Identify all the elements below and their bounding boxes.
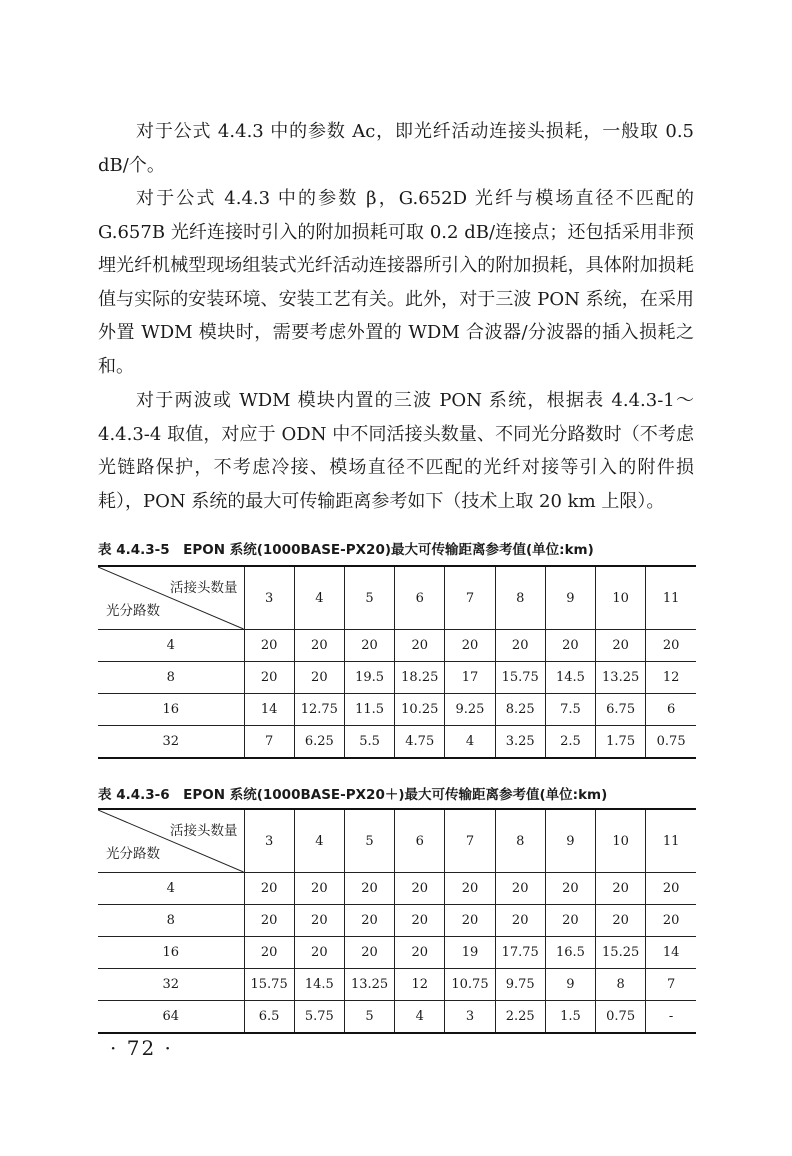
- table-cell: 14: [244, 694, 294, 726]
- table-cell: 5.75: [294, 1001, 344, 1034]
- table1-row-label: 4: [98, 630, 244, 662]
- table-cell: 17: [445, 662, 495, 694]
- table2-col-header: 4: [294, 809, 344, 873]
- table2-col-header: 9: [545, 809, 595, 873]
- table-cell: 9.75: [495, 969, 545, 1001]
- table-cell: 14: [646, 937, 696, 969]
- table1-corner-bottom: 光分路数: [106, 603, 160, 619]
- table2-header-row: [98, 809, 696, 873]
- table1-col-header: 6: [395, 566, 445, 630]
- table-cell: 8: [596, 969, 646, 1001]
- paragraph-1: 对于公式 4.4.3 中的参数 Ac，即光纤活动连接头损耗，一般取 0.5 dB/个。: [98, 121, 694, 176]
- table-cell: 10.75: [445, 969, 495, 1001]
- table-cell: 17.75: [495, 937, 545, 969]
- table-cell: 6: [646, 694, 696, 726]
- table1-col-header: 3: [244, 566, 294, 630]
- table-cell: 20: [344, 630, 394, 662]
- table-cell: 9: [545, 969, 595, 1001]
- table-cell: 6.25: [294, 726, 344, 759]
- table-cell: 15.75: [495, 662, 545, 694]
- table-cell: 13.25: [344, 969, 394, 1001]
- table-cell: 7: [646, 969, 696, 1001]
- table1-header-row: [98, 566, 696, 630]
- table-cell: -: [646, 1001, 696, 1034]
- table-cell: 8.25: [495, 694, 545, 726]
- table-cell: 10.25: [395, 694, 445, 726]
- table-row: [98, 873, 696, 905]
- page-number: · 72 ·: [110, 1036, 173, 1060]
- table-cell: 20: [294, 937, 344, 969]
- table1-col-header: 10: [596, 566, 646, 630]
- table-cell: 20: [294, 873, 344, 905]
- table1-caption: 表 4.4.3-5 EPON 系统(1000BASE-PX20)最大可传输距离参考值(单位:km): [98, 542, 594, 558]
- table2-caption: 表 4.4.3-6 EPON 系统(1000BASE-PX20＋)最大可传输距离参考值(单位:km): [98, 787, 608, 803]
- table2-col-header: 6: [395, 809, 445, 873]
- table1-col-header: 8: [495, 566, 545, 630]
- table-cell: 5: [344, 1001, 394, 1034]
- table-cell: 1.75: [596, 726, 646, 759]
- table-cell: 20: [244, 662, 294, 694]
- table-cell: 4: [445, 726, 495, 759]
- table-cell: 20: [244, 873, 294, 905]
- table-row: [98, 694, 696, 726]
- table-cell: 20: [395, 630, 445, 662]
- table-cell: 20: [244, 937, 294, 969]
- table2-col-header: 8: [495, 809, 545, 873]
- table-cell: 20: [445, 873, 495, 905]
- table1: [98, 565, 696, 759]
- table2-corner-top: 活接头数量: [170, 823, 238, 839]
- table-cell: 20: [646, 630, 696, 662]
- table-cell: 11.5: [344, 694, 394, 726]
- table2-col-header: 11: [646, 809, 696, 873]
- table-cell: 20: [596, 873, 646, 905]
- table-cell: 20: [545, 630, 595, 662]
- table-cell: 0.75: [596, 1001, 646, 1034]
- table-cell: 14.5: [294, 969, 344, 1001]
- table-cell: 6.75: [596, 694, 646, 726]
- table-cell: 20: [344, 937, 394, 969]
- table-cell: 3: [445, 1001, 495, 1034]
- table-cell: 15.75: [244, 969, 294, 1001]
- table-cell: 20: [646, 905, 696, 937]
- table-cell: 18.25: [395, 662, 445, 694]
- paragraph-2: 对于公式 4.4.3 中的参数 β，G.652D 光纤与模场直径不匹配的 G.657B 光纤连接时引入的附加损耗可取 0.2 dB/连接点；还包括采用非预埋光纤机械型现场组装式光纤活动连接器所引入的附加损耗，具体附加损耗值与实际的安装环境、安装工艺有关。此外，对于三波 PON 系统，在采用外置 WDM 模块时，需要考虑外置的 WDM 合波器/分波器的插入损耗之和。: [98, 188, 694, 377]
- table-cell: 20: [596, 905, 646, 937]
- table-cell: 20: [344, 905, 394, 937]
- table2-col-header: 7: [445, 809, 495, 873]
- table-cell: 9.25: [445, 694, 495, 726]
- table1-col-header: 7: [445, 566, 495, 630]
- table2-row-label: 32: [98, 969, 244, 1001]
- table2-row-label: 64: [98, 1001, 244, 1034]
- table-cell: 2.5: [545, 726, 595, 759]
- table-cell: 20: [545, 873, 595, 905]
- table-cell: 20: [495, 905, 545, 937]
- table-cell: 6.5: [244, 1001, 294, 1034]
- table2-row-label: 8: [98, 905, 244, 937]
- table-cell: 20: [445, 905, 495, 937]
- table1-corner-top: 活接头数量: [170, 580, 238, 596]
- table-cell: 13.25: [596, 662, 646, 694]
- table-cell: 20: [244, 630, 294, 662]
- table-row: [98, 969, 696, 1001]
- table1-col-header: 9: [545, 566, 595, 630]
- table-cell: 20: [294, 630, 344, 662]
- table1-col-header: 4: [294, 566, 344, 630]
- table2-col-header: 3: [244, 809, 294, 873]
- table-row: [98, 1001, 696, 1034]
- table-cell: 20: [244, 905, 294, 937]
- table-cell: 20: [495, 630, 545, 662]
- table2-corner-bottom: 光分路数: [106, 846, 160, 862]
- table-cell: 20: [646, 873, 696, 905]
- table1-row-label: 8: [98, 662, 244, 694]
- table2-col-header: 10: [596, 809, 646, 873]
- table-cell: 20: [395, 905, 445, 937]
- table-cell: 4.75: [395, 726, 445, 759]
- table1-row-label: 32: [98, 726, 244, 759]
- table2-col-header: 5: [344, 809, 394, 873]
- table-cell: 20: [545, 905, 595, 937]
- table-cell: 2.25: [495, 1001, 545, 1034]
- table-cell: 3.25: [495, 726, 545, 759]
- table-cell: 20: [395, 937, 445, 969]
- table1-col-header: 11: [646, 566, 696, 630]
- table-cell: 20: [294, 662, 344, 694]
- table-cell: 16.5: [545, 937, 595, 969]
- table1-corner-cell: [98, 566, 244, 630]
- paragraph-3: 对于两波或 WDM 模块内置的三波 PON 系统，根据表 4.4.3-1～4.4.3-4 取值，对应于 ODN 中不同活接头数量、不同光分路数时（不考虑光链路保护，不考虑冷接、模场直径不匹配的光纤对接等引入的附件损耗），PON 系统的最大可传输距离参考如下（技术上取 20 km 上限）。: [98, 390, 694, 512]
- table-cell: 5.5: [344, 726, 394, 759]
- table-cell: 12: [646, 662, 696, 694]
- table1-row-label: 16: [98, 694, 244, 726]
- table-cell: 20: [294, 905, 344, 937]
- table-cell: 20: [445, 630, 495, 662]
- table2-corner-cell: [98, 809, 244, 873]
- table-row: [98, 630, 696, 662]
- table-row: [98, 662, 696, 694]
- table-cell: 4: [395, 1001, 445, 1034]
- table1-col-header: 5: [344, 566, 394, 630]
- table-cell: 7.5: [545, 694, 595, 726]
- table-cell: 0.75: [646, 726, 696, 759]
- table-cell: 14.5: [545, 662, 595, 694]
- table-row: [98, 937, 696, 969]
- table-cell: 20: [596, 630, 646, 662]
- table2: [98, 808, 696, 1034]
- table-row: [98, 905, 696, 937]
- table-cell: 12.75: [294, 694, 344, 726]
- table-cell: 20: [495, 873, 545, 905]
- table-cell: 7: [244, 726, 294, 759]
- table-cell: 20: [395, 873, 445, 905]
- table-cell: 19.5: [344, 662, 394, 694]
- table-cell: 12: [395, 969, 445, 1001]
- table-cell: 15.25: [596, 937, 646, 969]
- table-cell: 19: [445, 937, 495, 969]
- table-row: [98, 726, 696, 759]
- table2-row-label: 4: [98, 873, 244, 905]
- table2-row-label: 16: [98, 937, 244, 969]
- table-cell: 1.5: [545, 1001, 595, 1034]
- table-cell: 20: [344, 873, 394, 905]
